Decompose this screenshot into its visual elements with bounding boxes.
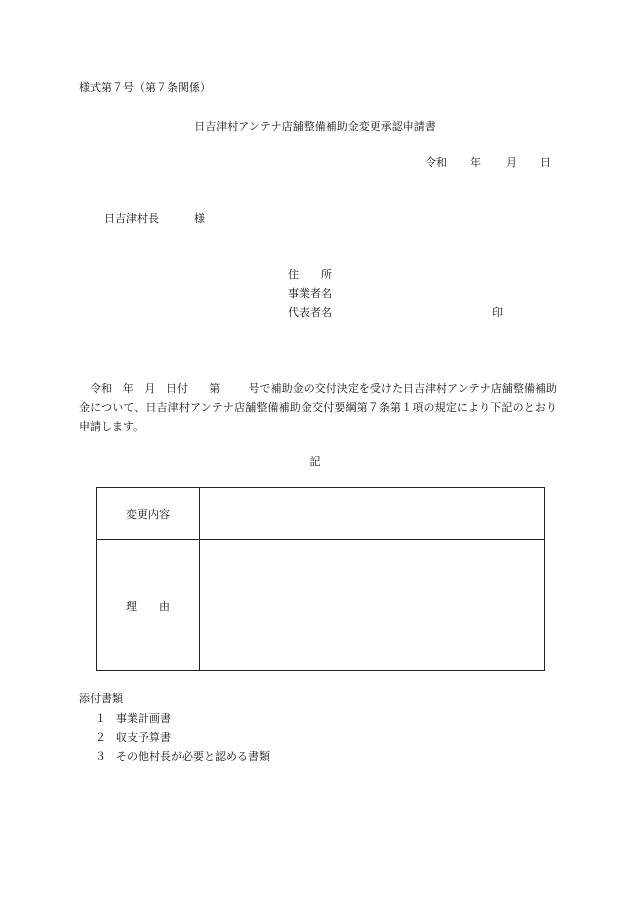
date-month: 月 bbox=[506, 156, 517, 169]
reason-label: 理 由 bbox=[126, 600, 170, 613]
applicant-representative-label: 代表者名 bbox=[288, 306, 332, 319]
change-content-label: 変更内容 bbox=[126, 508, 170, 521]
body-year: 年 bbox=[122, 382, 134, 395]
date-era: 令和 bbox=[425, 156, 447, 169]
change-details-table bbox=[96, 487, 545, 671]
body-number-prefix: 第 bbox=[209, 382, 221, 395]
ki-heading: 記 bbox=[309, 455, 321, 468]
addressee-honorific: 様 bbox=[194, 212, 205, 225]
attachment-item: 収支予算書 bbox=[116, 731, 171, 744]
date-year: 年 bbox=[470, 156, 481, 169]
body-month: 月 bbox=[144, 382, 156, 395]
body-era: 令和 bbox=[90, 382, 113, 395]
addressee-name: 日吉津村長 bbox=[104, 212, 159, 225]
attachment-item: その他村長が必要と認める書類 bbox=[116, 750, 270, 763]
applicant-address-label: 住 所 bbox=[288, 268, 332, 281]
document-title: 日吉津村アンテナ店舗整備補助金変更承認申請書 bbox=[194, 120, 436, 133]
applicant-business-label: 事業者名 bbox=[288, 287, 332, 300]
body-text: 号で補助金の交付決定を受けた日吉津村アンテナ店舗整備補助金について、日吉津村アンテナ店舗整備補助金交付要綱第７条第１項の規定により下記のとおり申請します。 bbox=[79, 382, 558, 433]
reason-field[interactable] bbox=[200, 540, 544, 670]
application-body-text bbox=[79, 379, 557, 436]
seal-mark: 印 bbox=[492, 306, 503, 319]
change-content-field[interactable] bbox=[200, 488, 544, 539]
body-day: 日付 bbox=[165, 382, 189, 395]
attachments-title: 添付書類 bbox=[79, 692, 123, 705]
form-number: 様式第７号（第７条関係） bbox=[79, 81, 211, 94]
attachment-item: 事業計画書 bbox=[116, 712, 171, 725]
attachment-number: ２ bbox=[95, 731, 106, 744]
attachment-number: １ bbox=[95, 712, 106, 725]
date-day: 日 bbox=[540, 156, 551, 169]
attachment-number: ３ bbox=[95, 750, 106, 763]
